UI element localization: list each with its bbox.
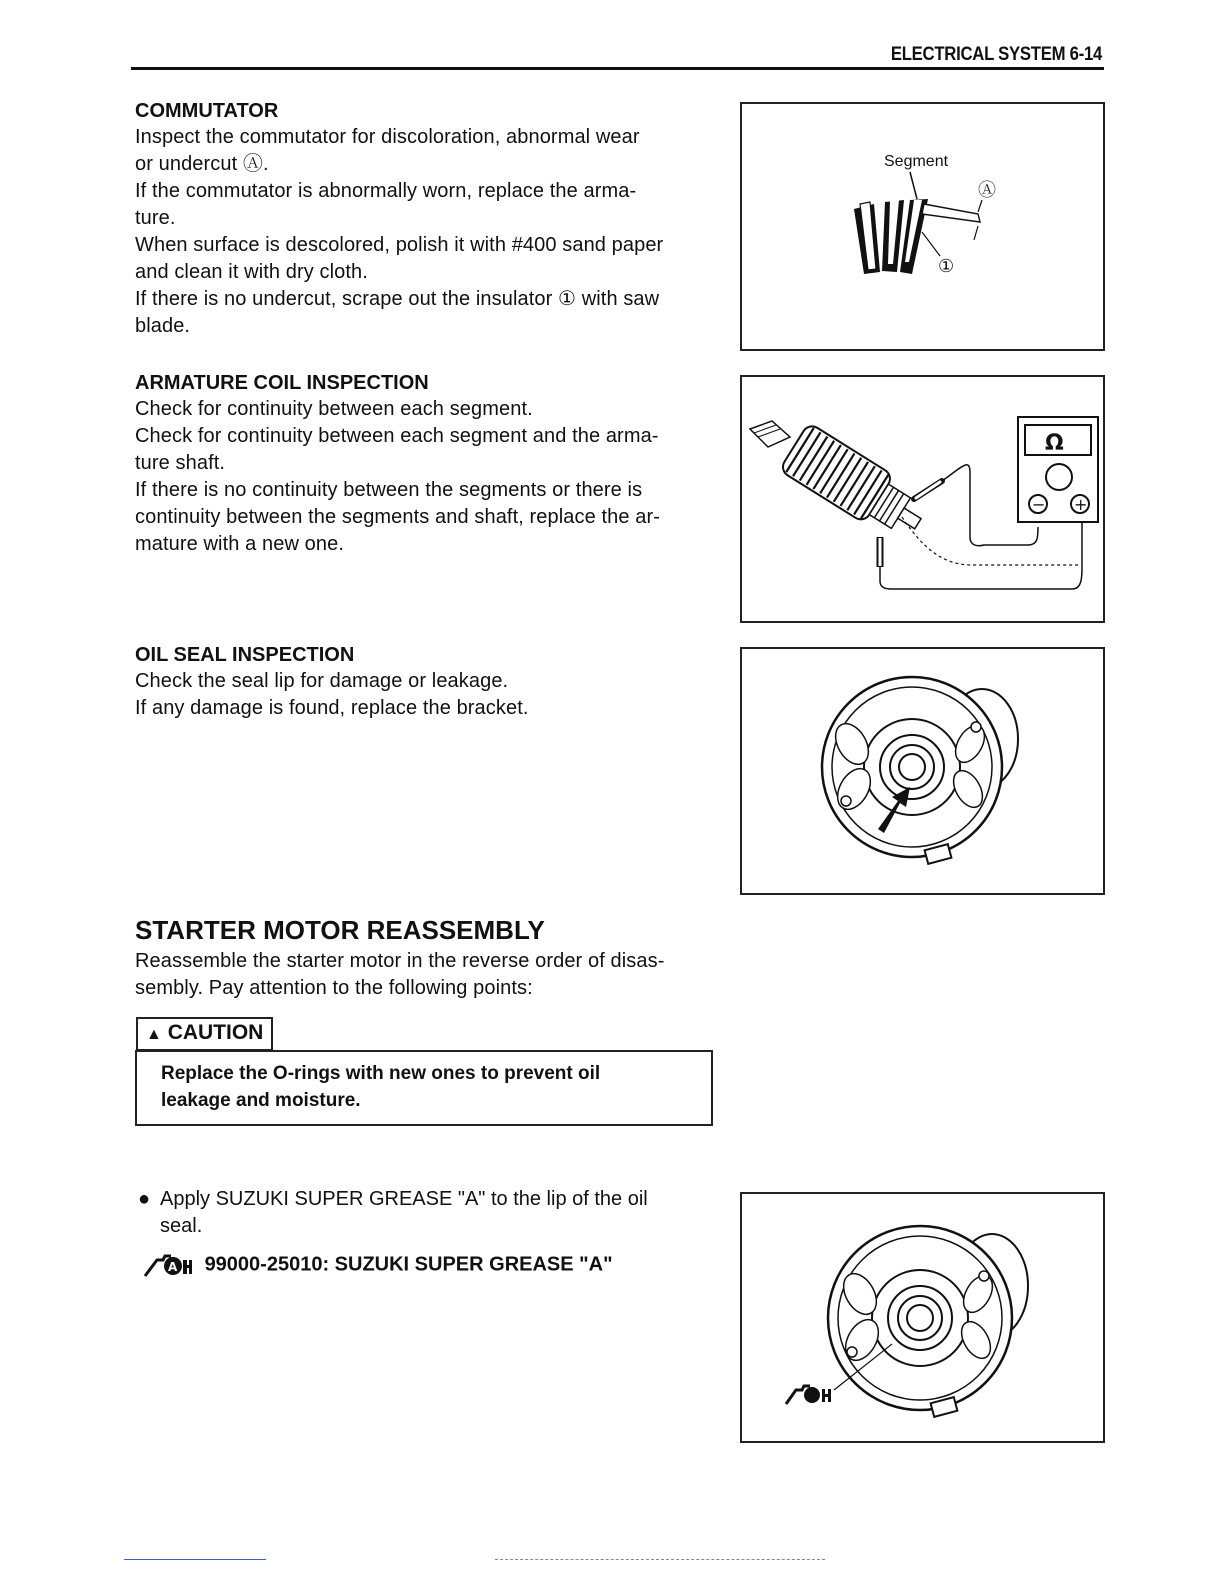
grease-part-number (143, 1252, 613, 1278)
grease-tube-icon (143, 1252, 193, 1278)
oil-seal-section (135, 642, 715, 722)
bracket-oil-seal-diagram (742, 649, 1103, 893)
grease-application-figure (740, 1192, 1105, 1443)
text-line: blade. (135, 315, 191, 337)
meter-plus-label: + (1074, 495, 1088, 514)
text-line: When surface is descolored, polish it with #400 sand paper (135, 234, 664, 256)
grease-bullet (138, 1186, 718, 1240)
oil-seal-figure (740, 647, 1105, 895)
armature-title: ARMATURE COIL INSPECTION (135, 372, 429, 394)
bracket-grease-diagram (742, 1194, 1103, 1441)
caution-text: CAUTION (167, 1021, 264, 1044)
text-line: If there is no undercut, scrape out the insulator ① with saw (135, 288, 660, 310)
bullet-line: Apply SUZUKI SUPER GREASE "A" to the lip of the oil (160, 1188, 648, 1210)
text-line: If any damage is found, replace the bracket. (135, 697, 529, 719)
text-line: sembly. Pay attention to the following points: (135, 977, 533, 999)
caution-label (136, 1017, 273, 1051)
grease-part-text: 99000-25010: SUZUKI SUPER GREASE "A" (204, 1253, 613, 1276)
reassembly-intro (135, 948, 715, 1002)
text-line: continuity between the segments and shaft, replace the ar- (135, 506, 660, 528)
segment-label: Segment (884, 153, 949, 170)
meter-ohm-label: Ω (1045, 431, 1064, 456)
text-line: ture. (135, 207, 176, 229)
text-line: Check for continuity between each segment and the arma- (135, 425, 659, 447)
armature-figure (740, 375, 1105, 623)
commutator-body (135, 124, 715, 340)
text-line: ture shaft. (135, 452, 226, 474)
armature-body (135, 396, 715, 558)
grease-icon-letter: A (168, 1260, 178, 1274)
commutator-segment-diagram (742, 104, 1103, 349)
footer-dashed-rule (495, 1559, 825, 1561)
text-line: If the commutator is abnormally worn, replace the arma- (135, 180, 637, 202)
commutator-section (135, 98, 715, 340)
caution-line: Replace the O-rings with new ones to prevent oil (161, 1063, 601, 1084)
text-line: mature with a new one. (135, 533, 344, 555)
armature-continuity-diagram (742, 377, 1103, 621)
text-line: Check the seal lip for damage or leakage. (135, 670, 509, 692)
caution-box (135, 1050, 713, 1126)
caution-line: leakage and moisture. (161, 1090, 361, 1111)
label-1: ① (938, 256, 955, 277)
grease-marker-icon (786, 1386, 831, 1404)
oil-seal-body (135, 668, 715, 722)
text-line: Reassemble the starter motor in the reverse order of disas- (135, 950, 665, 972)
text-line: Check for continuity between each segment. (135, 398, 533, 420)
commutator-figure (740, 102, 1105, 351)
footer-link-rule (124, 1559, 266, 1560)
reassembly-title: STARTER MOTOR REASSEMBLY (135, 915, 545, 945)
header-rule (131, 67, 1104, 70)
meter-minus-label: − (1032, 495, 1046, 514)
page-header-title: ELECTRICAL SYSTEM 6-14 (890, 44, 1102, 65)
label-a: Ⓐ (978, 180, 996, 201)
warning-icon: ▲ (146, 1026, 162, 1043)
commutator-title: COMMUTATOR (135, 100, 279, 122)
text-line: Inspect the commutator for discoloration, abnormal wear (135, 126, 640, 148)
oil-seal-title: OIL SEAL INSPECTION (135, 644, 355, 666)
text-line: and clean it with dry cloth. (135, 261, 368, 283)
armature-section (135, 370, 715, 558)
text-line: If there is no continuity between the segments or there is (135, 479, 643, 501)
bullet-dot-icon: ● (138, 1188, 151, 1210)
bullet-line: seal. (160, 1215, 203, 1237)
text-line: or undercut Ⓐ. (135, 153, 269, 175)
